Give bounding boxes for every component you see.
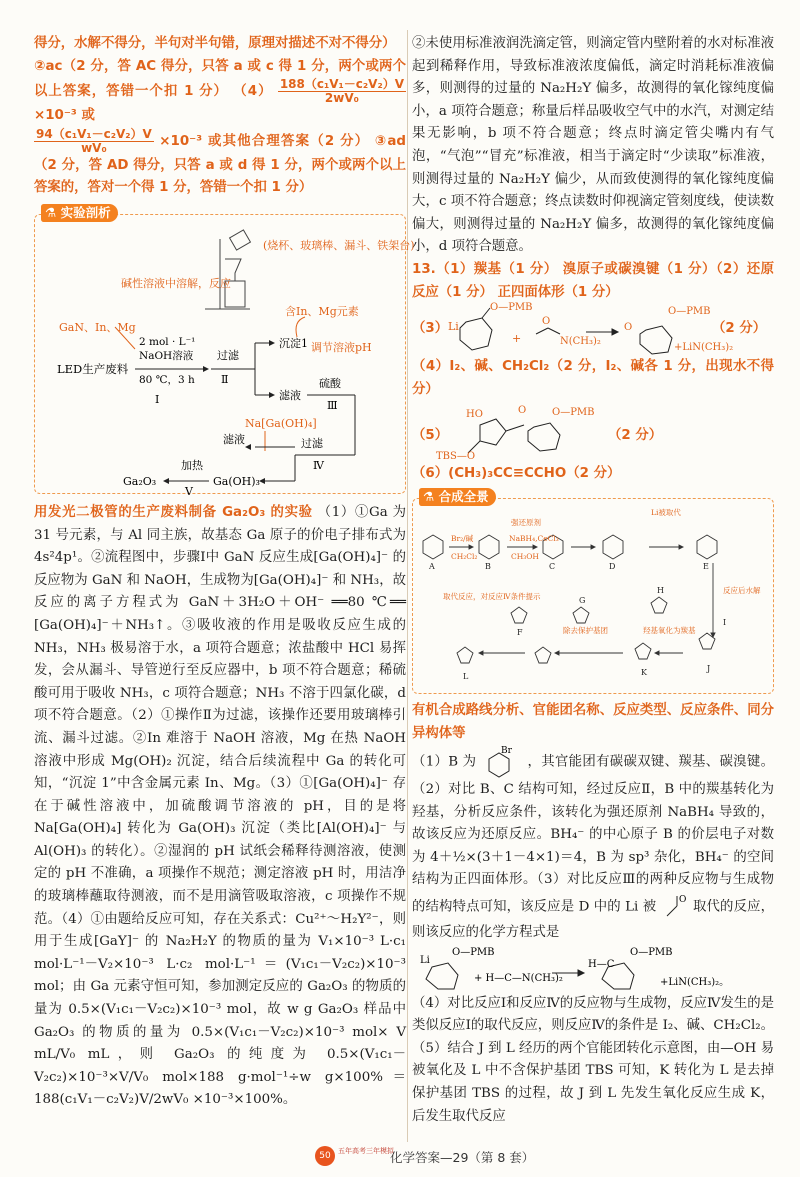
ph-note: 调节溶液pH (311, 340, 372, 354)
reagent-nabh4: NaBH₄,CeCl₃ (509, 533, 559, 543)
heat-step: 加热 (181, 458, 203, 472)
reagent-ch2cl2: CH₂Cl₂ (451, 551, 478, 561)
step-2: Ⅱ (221, 372, 229, 386)
substitution-hint-note: 取代反应，对反应Ⅳ条件提示 (443, 591, 541, 601)
column-divider (407, 30, 408, 1142)
label-b: B (485, 561, 491, 571)
analysis-b-intro: （1）B 为 (412, 754, 477, 770)
q13-5-answer: （5） HO O O—PMB TBS—O （2 分） (412, 401, 774, 463)
step-1: Ⅰ (155, 392, 160, 406)
svg-text:TBS—O: TBS—O (436, 451, 476, 463)
svg-text:+ H—C—N(CH₃)₂: + H—C—N(CH₃)₂ (474, 972, 563, 984)
left-column (34, 0, 415, 1112)
led-waste: LED生产废料 (57, 361, 129, 376)
formula-1: $\frac{\text{188（c₁V₁－c₂V₂）V}}{\text{2wV₀}}$ (279, 77, 404, 106)
strong-reductant-note: 强还原剂 (511, 517, 541, 527)
apparatus-note: (烧杯、玻璃棒、漏斗、铁架台) (263, 238, 415, 252)
label-h: H (657, 585, 664, 595)
reagent-br2: Br₂/碱 (451, 533, 474, 543)
synthesis-overview-box (412, 488, 774, 694)
deprotection-note: 除去保护基团 (563, 625, 608, 635)
compound-l-structure (436, 401, 636, 463)
experiment-analysis-tag: ⚗ 实验剖析 (41, 204, 118, 222)
sulfuric-acid: 硫酸 (319, 376, 341, 390)
label-d: D (609, 561, 616, 571)
reaction-condition: 80 ℃，3 h (139, 373, 195, 386)
reagent-conc: 2 mol · L⁻¹ (139, 335, 196, 348)
reaction-equation-analysis (412, 945, 774, 993)
analysis-conclusion: （4）对比反应Ⅰ和反应Ⅳ的反应物与生成物，反应Ⅳ发生的是类似反应Ⅰ的取代反应，则反应Ⅳ的条件是 I₂、碱、CH₂Cl₂。（5）结合 J 到 L 经历的两个官能团转化示意图，由—OH 易被氧化及 L 中不含保护基团 TBS 可知，K 转化为 L 是去掉保护基团 TBS 的过程，故 J 到 L 先发生氧化反应生成 K，后发生取代反应 (412, 995, 774, 1124)
filtrate-2: 滤液 (223, 432, 245, 446)
label-i: I (723, 617, 727, 627)
step-3: Ⅲ (327, 398, 338, 412)
scoring-note-2: ②ac（2 分，答 AC 得分，只答 a 或 c 得 1 分，两个或两个以上答案，答错一个扣 1 分） (34, 58, 406, 100)
synthesis-route (413, 503, 771, 691)
experiment-analysis-box (34, 204, 415, 498)
svg-text:O—PMB: O—PMB (490, 302, 533, 314)
formula-2: $\frac{\text{94（c₁V₁－c₂V₂）V}}{\text{wV₀}}$ (36, 126, 152, 155)
microscope-icon: ⚗ (45, 204, 61, 220)
oxidation-note: 羟基氧化为羰基 (643, 625, 696, 635)
brand-name: 五年高考三年模拟 (338, 1147, 394, 1155)
q13-3-score: （2 分） (712, 321, 767, 337)
analysis-reaction-text: 取代的反应，则该反应的化学方程式是 (412, 899, 774, 941)
svg-text:Li: Li (448, 320, 459, 334)
svg-text:O—PMB: O—PMB (552, 407, 595, 419)
svg-text:O: O (518, 405, 527, 417)
label-k: K (641, 667, 647, 677)
scoring-note-3: ③ad（2 分，答 AD 得分，只答 a 或 d 得 1 分，两个或两个以上答案的，答对一个得 1 分，答错一个扣 1 分） (34, 133, 406, 196)
analysis-heading: 用发光二极管的生产废料制备 Ga₂O₃ 的实验 (34, 504, 313, 520)
step-5: Ⅴ (185, 484, 193, 498)
svg-text:O: O (624, 322, 633, 334)
scoring-note-1: 得分，水解不得分，半句对半句错，原理对描述不对不得分） (34, 36, 396, 51)
precipitate-1: 沉淀1 (279, 336, 308, 350)
svg-text:+LiN(CH₃)₂。: +LiN(CH₃)₂。 (660, 976, 730, 988)
svg-text:+: + (512, 332, 522, 346)
reaction-equation-structure (436, 304, 736, 356)
svg-text:H—C: H—C (588, 958, 615, 970)
svg-text:O—PMB: O—PMB (452, 946, 495, 958)
label-l: L (463, 671, 469, 681)
filtration-apparatus-icon (205, 230, 250, 309)
q13-3-answer: （3） Li O—PMB + O N(CH₃)₂ O O—PMB +LiN(CH₃)₂ （2 分） (412, 304, 774, 356)
label-a: A (429, 561, 435, 571)
page-footer (0, 1146, 800, 1168)
page-number: 化学答案—29（第 8 套） (390, 1150, 535, 1165)
compound-b-structure (481, 745, 523, 779)
hydrolysis-note: 反应后水解 (723, 585, 761, 595)
svg-text:O—PMB: O—PMB (630, 946, 673, 958)
gallium-oxide: Ga₂O₃ (123, 474, 157, 488)
svg-text:O—PMB: O—PMB (668, 306, 711, 318)
alkali-note: 碱性溶液中溶解，反应 (121, 276, 231, 290)
q13-4-answer: （4）I₂、碱、CH₂Cl₂（2 分，I₂、碱各 1 分，出现水不得分） (412, 359, 774, 397)
synthesis-overview-tag: ⚗ 合成全景 (419, 488, 496, 506)
reagent-name: NaOH溶液 (139, 349, 194, 362)
analysis-b-text: ，其官能团有碳碳双键、羰基、碳溴键。（2）对比 B、C 结构可知，经过反应Ⅱ，B 中的羰基转化为羟基，分析反应条件，该转化为强还原剂 NaBH₄ 导致的，故该反应为还原反应。BH₄⁻ 的中心原子 B 的价层电子对数为 4＋½×(3＋1－4×1)＝4，B 为 sp³ 杂化，BH₄⁻ 的空间结构为正四面体形。（3）对比反应Ⅲ的两种反应物与生成物的结构特点可知，该反应是 D 中的 Li 被 (412, 754, 774, 915)
filtrate-1: 滤液 (279, 388, 301, 402)
li-substitution-note: Li被取代 (651, 507, 681, 517)
q13-5-score: （2 分） (608, 428, 663, 444)
right-column (412, 0, 774, 1128)
filter-step-2: 过滤 (301, 436, 323, 450)
in-mg-note: 含In、Mg元素 (285, 304, 359, 318)
q13-answers: 13.（1）羰基（1 分） 溴原子或碳溴键（1 分）（2）还原反应（1 分） 正四面体形（1 分） (412, 261, 774, 300)
formula-1-tail: ×10⁻³ 或 (34, 108, 95, 124)
analysis-text: （1）①Ga 为 31 号元素，与 Al 同主族，故基态 Ga 原子的价电子排布式为 4s²4p¹。②流程图中，步骤Ⅰ中 GaN 反应生成[Ga(OH)₄]⁻ 的反应物为 GaN 和 NaOH，生成物为[Ga(OH)₄]⁻ 和 NH₃，故反应的离子方程式为 GaN＋3H₂O＋OH⁻ ══80 ℃══ [Ga(OH)₄]⁻＋NH₃↑。③吸收液的作用是吸收反应生成的 NH₃，NH₃ 极易溶于水，a 项符合题意；浓盐酸中 HCl 易挥发，会从漏斗、导管逆行至反应器中，b 项不符合题意；稀硫酸可用于吸收 NH₃，c 项符合题意；NH₃ 不溶于四氯化碳，d 项不符合题意。（2）①操作Ⅱ为过滤，该操作还要用玻璃棒引流、漏斗过滤。②In 难溶于 NaOH 溶液，Mg 在热 NaOH 溶液中形成 Mg(OH)₂ 沉淀，结合后续流程中 Ga 的转化可知，“沉淀 1”中含金属元素 In、Mg。（3）①[Ga(OH)₄]⁻ 存在于碱性溶液中，加硫酸调节溶液的 pH，目的是将 Na[Ga(OH)₄] 转化为 Ga(OH)₃ 沉淀（类比[Al(OH)₄]⁻ 与 Al(OH)₃ 的转化）。②湿润的 pH 试纸会稀释待测溶液，使测定的 pH 不准确，a 项操作不规范；测定溶液 pH 时，用洁净的玻璃棒蘸取待测液，而不是用滴管吸取溶液，c 项操作不规范。（4）①由题给反应可知，存在关系式：Cu²⁺～H₂Y²⁻，则用于生成[GaY]⁻ 的 Na₂H₂Y 的物质的量为 V₁×10⁻³ L·c₁ mol·L⁻¹－V₂×10⁻³ L·c₂ mol·L⁻¹＝(V₁c₁－V₂c₂)×10⁻³ mol；由 Ga 元素守恒可知，参加测定反应的 Ga₂O₃ 的物质的量为 0.5×(V₁c₁－V₂c₂)×10⁻³ mol，故 w g Ga₂O₃ 样品中 Ga₂O₃ 的物质的量为 0.5×(V₁c₁－V₂c₂)×10⁻³ mol× V mL/V₀ mL，则 Ga₂O₃ 的纯度为 0.5×(V₁c₁－V₂c₂)×10⁻³×V/V₀ mol×188 g·mol⁻¹÷w g×100%＝ 188(c₁V₁－c₂V₂)V/2wV₀ ×10⁻³×100%。 (34, 504, 406, 1108)
svg-text:Br: Br (500, 746, 512, 757)
flowchart (35, 219, 415, 498)
gan-note: GaN、In、Mg (59, 320, 136, 334)
brand-logo-icon: 50 (315, 1146, 335, 1166)
flask-icon: ⚗ (423, 488, 439, 504)
svg-text:+LiN(CH₃)₂: +LiN(CH₃)₂ (674, 342, 734, 354)
sodium-gallate-note: Na[Ga(OH)₄] (245, 416, 317, 430)
svg-text:N(CH₃)₂: N(CH₃)₂ (560, 336, 601, 348)
svg-text:Li: Li (420, 954, 430, 966)
label-c: C (549, 561, 556, 571)
titration-analysis: ②未使用标准液润洗滴定管，则滴定管内壁附着的水对标准液起到稀释作用，导致标准液浓度偏低，滴定时消耗标准液偏多，则测得的过量的 Na₂H₂Y 偏多，故测得的氧化镓纯度偏小，a 项符合题意；称量后样品吸收空气中的水汽，对测定结果无影响，b 项不符合题意；终点时滴定管尖嘴内有气泡，“气泡”“冒充”标准液，相当于滴定时“少读取”标准液，则测得过量的 Na₂H₂Y 偏少，从而致使测得的氧化镓纯度偏大，c 项不符合题意；终点读数时仰视滴定管刻度线，使读数偏大，则测得过量的 Na₂H₂Y 偏多，故测得的氧化镓纯度偏小，d 项符合题意。 (412, 36, 774, 255)
q13-6-answer: （6）(CH₃)₃CC≡CCHO（2 分） (412, 466, 621, 482)
filter-step: 过滤 (217, 348, 239, 362)
label-j: J (707, 663, 711, 673)
formula-2-tail: ×10⁻³ 或其他合理答案（2 分） (159, 133, 370, 149)
svg-text:HO: HO (466, 409, 483, 421)
aldehyde-group-structure (661, 892, 689, 922)
label-g: G (579, 595, 586, 605)
label-e: E (703, 561, 709, 571)
gallium-hydroxide: Ga(OH)₃ (213, 474, 260, 488)
svg-text:O: O (542, 316, 551, 328)
reagent-ch3oh: CH₃OH (511, 551, 539, 561)
step-4: Ⅳ (313, 458, 324, 472)
analysis-heading-right: 有机合成路线分析、官能团名称、反应类型、反应条件、同分异构体等 (412, 702, 774, 741)
answer-4-label: （4） (233, 84, 273, 100)
label-f: F (517, 627, 523, 637)
svg-text:O: O (678, 895, 687, 906)
